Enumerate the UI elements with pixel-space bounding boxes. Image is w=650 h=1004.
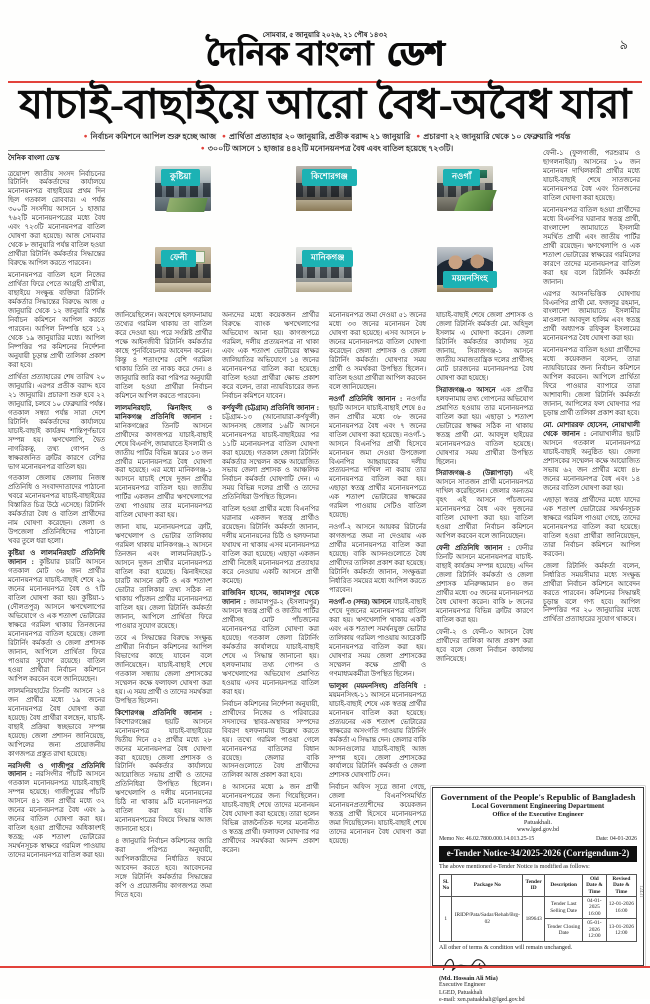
article-paragraph (543, 422, 640, 494)
article-paragraph (543, 497, 640, 560)
article-paragraph (329, 599, 426, 680)
photo-label-feni: ফেনী (161, 250, 196, 267)
paragraph-text: ৪ আসনের মধ্যে ৯ জন প্রার্থী মনোনয়নপত্রের জন্য গিয়েছিলেন। যাচাই-বাছাই শেষে তাদের মনোনয়ন বৈধ ঘোষণা করা হয়েছে। তারা হলেন বিভিন্ন রাজনৈতিক দলের মনোনীত ও স্বতন্ত্র প্রার্থী। ফলাফল ঘোষণার পর প্রার্থীদের সমর্থকরা আনন্দ প্রকাশ করেন। (222, 784, 319, 855)
article-paragraph (222, 784, 319, 856)
correspondent-lead: নওগাঁ-৩ (সদর) আসনে (329, 599, 392, 607)
paragraph-text: যাচাই-বাছাই শেষে জেলা প্রশাসক ও জেলা রিটার্নিং কর্মকর্তা মো. অহিদুল ইসলাম এ ঘোষণা করেন। জেলা রিটার্নিং কর্মকর্তার কার্যালয় সূত্র জানায়, সিরাজগঞ্জ-১ আসনে জাতীয় সমাজতান্ত্রিক দলের প্রার্থীসহ মোট চারজনের মনোনয়নপত্র বৈধ ঘোষণা করা হয়েছে। (436, 312, 533, 382)
photo-label-mymensingh: ময়মনসিংহ (443, 271, 497, 288)
article-paragraph (222, 506, 319, 587)
correspondent-lead: নওগাঁ প্রতিনিধি জানান : (329, 395, 403, 403)
article-paragraph (8, 763, 105, 862)
subhead-bullet-item: ● প্রচারণা ২২ জানুয়ারি থেকে ১০ ফেব্রুয়ারি পর্যন্ত (412, 132, 570, 141)
subhead-bullet-item: ● ৩০০টি আসনে ১ হাজার ৪৪২টি মনোনয়নপত্র বৈধ এবং বাতিল হয়েছে ৭২৩টি। (197, 144, 453, 153)
paragraph-text: এক প্রার্থীর হলফনামায় তথ্য গোপনের অভিযোগ প্রমাণিত হওয়ায় তার মনোনয়নপত্র বাতিল করা হয়। এছাড়া ১ শতাংশ ভোটারের স্বাক্ষর সঠিক না থাকায় স্বতন্ত্র প্রার্থী মো. আবদুল হাইয়ের মনোনয়নপত্রও বাতিল হয়েছে। ঘোষণার সময় প্রার্থীরা উপস্থিত ছিলেন। (436, 386, 533, 466)
subhead-bullet-item: ● নির্বাচন কমিশনে আপিল শুরু হচ্ছে আজ (80, 132, 216, 141)
dateline: সোমবার, ৫ জানুয়ারি ২০২৬, ২১ পৌষ ১৪৩২ (262, 31, 388, 39)
article-paragraph (436, 470, 533, 542)
article-paragraph (8, 475, 105, 547)
advert-cell-rev-2: 13-01-2026 12:00 (606, 919, 636, 941)
paragraph-text: নির্বাচন কমিশনের নির্দেশনা অনুযায়ী, প্রার্থীদের নিজের ও পরিবারের সদস্যদের স্থাবর-অস্থাবর সম্পদের বিবরণ হলফনামায় উল্লেখ করতে হয়। তথ্যে গরমিল পাওয়া গেলে মনোনয়নপত্র বাতিলের বিধান রয়েছে। জেলার বাকি আসনগুলোতে বৈধ প্রার্থীদের তালিকা আজ প্রকাশ করা হবে। (222, 700, 319, 780)
photo-table (296, 200, 352, 211)
byline: দৈনিক বাংলা ডেস্ক (8, 150, 105, 168)
paragraph-text: মানিকগঞ্জের তিনটি আসনে প্রার্থীদের কাগজপত্র যাচাই-বাছাই শেষে বিএনপি, জামায়াতে ইসলামী ও জাতীয় পার্টির বিভিন্ন স্তরের ১৩ জন প্রার্থীর মনোনয়নপত্র বৈধ ঘোষণা করা হয়েছে। এর মধ্যে মানিকগঞ্জ-১ আসনে যাচাই শেষে দুজন প্রার্থীর মনোনয়নপত্র বাতিল হয়। জাতীয় পার্টির একজন প্রার্থীর ঋণখেলাপের তথ্য পাওয়ায় তার মনোনয়নপত্র বাতিল ঘোষণা করা হয়। (115, 422, 212, 520)
article-paragraph (115, 635, 212, 707)
photo-mymensingh (437, 247, 493, 292)
paragraph-text: অন্যদের মধ্যে কয়েকজন প্রার্থীর বিরুদ্ধে ব্যাংক ঋণখেলাপের অভিযোগ আনা হয়। কাগজপত্রে গরমিল, দলীয় প্রত্যয়নপত্র না থাকা এবং এক শতাংশ ভোটারের স্বাক্ষর জালিয়াতির অভিযোগে ১৪ জনের মনোনয়নপত্র বাতিল করা হয়েছে। বাতিল হওয়া প্রার্থীরা ক্ষোভ প্রকাশ করে বলেন, তারা ন্যায়বিচারের জন্য নির্বাচন কমিশনে যাবেন। (222, 312, 319, 400)
paragraph-text: জানিয়েছিলেন। অবশেষে হলফনামায় তথ্যের গরমিল থাকায় তা বাতিল করে দেওয়া হয়। পরে সংশ্লিষ্ট প্রার্থীর পক্ষে আইনজীবী রিটার্নিং কর্মকর্তার কাছে পুনর্বিবেচনার আবেদন করেন। কিন্তু ৪ শতাংশের বেশি গরমিল থাকায় তিনি তা নাকচ করে দেন। ৪ জানুয়ারি জারি করা পরিপত্র অনুযায়ী বাতিল হওয়া প্রার্থীরা নির্বাচন কমিশনে আপিল করতে পারবেন। (115, 312, 212, 400)
advert-cell-desc-1: Tender Last Selling Date (545, 897, 583, 919)
article-paragraph (8, 374, 105, 473)
paragraph-text: বাতিল হওয়া প্রার্থীর মধ্যে বিএনপির ঘরানার একজন স্বতন্ত্র প্রার্থীও রয়েছেন। রিটার্নিং কর্মকর্তা জানান, দলীয় মনোনয়নের চিঠি ও হলফনামা যথাযথ না থাকায় এসব মনোনয়নপত্র বাতিল করা হয়েছে। এছাড়া একজন প্রার্থী নিজেই মনোনয়নপত্র প্রত্যাহার করে নেওয়ায় একটি আসনে প্রার্থী কমেছে। (222, 506, 319, 586)
newspaper-logo: ডেশ (387, 37, 445, 73)
advert-office-line: Office of the Executive Engineer (492, 810, 584, 818)
advert-side-code: 12431 (638, 885, 643, 898)
advert-th-description: Description (545, 874, 583, 896)
correspondent-lead: রাজিবিন হাসেম, জামালপুর থেকে জানান : (222, 590, 319, 607)
advert-cell-desc-2: Tender Closing Date (545, 919, 583, 941)
article-paragraph (329, 312, 426, 393)
advert-th-package: Package No (452, 874, 523, 896)
article-paragraph (115, 312, 212, 402)
correspondent-lead: নরসিংদী ও গাজীপুর প্রতিনিধি জানান : (8, 762, 105, 779)
paragraph-text: ফেনীর তিনটি আসনে মনোনয়নপত্র যাচাই-বাছাই কার্যক্রম সম্পন্ন হয়েছে। এদিন জেলা রিটার্নিং কর্মকর্তা ও জেলা প্রশাসক মনিরুজ্জামান ৪৩ জন প্রার্থীর মধ্যে ৩৫ জনের মনোনয়নপত্র বৈধ ঘোষণা করেন। বাকি ৮ জনের মনোনয়নপত্র বিভিন্ন ত্রুটির কারণে বাতিল করা হয়। (436, 545, 533, 624)
photo-naogaon (437, 166, 493, 211)
paragraph-text: মনোনয়নপত্র বাতিল হওয়া প্রার্থীদের মধ্যে বিএনপির ঘরানার স্বতন্ত্র প্রার্থী, বাংলাদেশ জামায়াতে ইসলামী সমর্থিত প্রার্থী এবং জাতীয় পার্টির প্রার্থী রয়েছেন। ঋণখেলাপি ও এক শতাংশ ভোটারের স্বাক্ষরের গরমিলের কারণে তাদের মনোনয়নপত্র বাতিল করা হয় বলে রিটার্নিং কর্মকর্তা জানান। (543, 206, 640, 286)
article-paragraph (115, 710, 212, 836)
paragraph-text: মনোনয়নপত্র বাতিল হলে নিজের প্রার্থিতা ফিরে পেতে আগ্রহী প্রার্থীরা, বাছাইয়ে সংক্ষুব্ধ ব্যক্তিরা রিটার্নিং কর্মকর্তার সিদ্ধান্তের বিরুদ্ধে আজ ৫ জানুয়ারি থেকে ১২ জানুয়ারি পর্যন্ত নির্বাচন কমিশনে আপিল করতে পারবেন। আপিল নিষ্পত্তি হবে ১২ থেকে ১৯ জানুয়ারির মধ্যে। আপিল নিষ্পত্তির পর কমিশনের নির্দেশনা অনুযায়ী চূড়ান্ত প্রার্থী তালিকা প্রকাশ করা হবে। (8, 272, 105, 369)
article-paragraph (115, 524, 212, 632)
advert-intro: The above mentioned e-Tender Notice is modified as follows: (439, 863, 590, 870)
paragraph-text: গতকাল জেলায় জেলায় নিজস্ব প্রতিনিধি ও সংবাদদাতাদের পাঠানো খবরে মনোনয়নপত্র যাচাই-বাছাইয়ের বিস্তারিত চিত্র উঠে এসেছে। রিটার্নিং কর্মকর্তারা বৈধ ও বাতিল প্রার্থীদের নাম ঘোষণা করেছেন। জেলা ও উপজেলা প্রতিনিধিদের পাঠানো খবর তুলে ধরা হলো। (8, 475, 105, 546)
advert-th-sl: Sl. No (440, 874, 452, 896)
article-column-6 (543, 150, 640, 782)
advert-th-tenderid: Tender ID (523, 874, 545, 896)
paragraph-text: এরপর আসনভিত্তিক ঘোষণায় বিএনপির প্রার্থী মো. ফজলুর রহমান, বাংলাদেশ জামায়াতে ইসলামীর মাওলানা আবদুল হালিম এবং স্বতন্ত্র প্রার্থী অধ্যাপক রফিকুল ইসলামের মনোনয়নপত্র বৈধ ঘোষণা করা হয়। (543, 290, 640, 343)
paragraph-text: ৪ জানুয়ারি নির্বাচন কমিশনের জারি করা পরিপত্র অনুযায়ী, আপিলকারীদের নির্ধারিত ফরমে আবেদন করতে হবে। আবেদনের সঙ্গে রিটার্নিং কর্মকর্তার সিদ্ধান্তের কপি ও প্রয়োজনীয় কাগজপত্র জমা দিতে হবে। (115, 838, 212, 900)
article-paragraph (115, 838, 212, 901)
photo-label-kishoreganj: কিশোরগঞ্জ (302, 169, 357, 186)
paragraph-text: নওগাঁর ছয়টি আসনে যাচাই-বাছাই শেষে ৪৫ জন প্রার্থীর মধ্যে ৩৮ জনের মনোনয়নপত্র বৈধ এবং ৭ জনের বাতিল ঘোষণা করা হয়েছে। নওগাঁ-১ আসনে বিএনপির প্রার্থী হিসেবে মনোনয়ন জমা দেওয়া উপজেলা বিএনপির আহ্বায়কের দলীয় প্রত্যয়নপত্র দাখিল না করায় তার মনোনয়নপত্র বাতিল করা হয়। এছাড়া স্বতন্ত্র প্রার্থীর মনোনয়নপত্রে এক শতাংশ ভোটারের স্বাক্ষরের গরমিল পাওয়ায় সেটিও বাতিল হয়েছে। (329, 395, 426, 520)
photo-kishoreganj (296, 166, 352, 211)
photo-kushtia (155, 166, 211, 211)
photo-label-kushtia: কুষ্টিয়া (161, 169, 200, 186)
advert-cell-old-1: 04-01-2025 16:00 (583, 897, 607, 919)
paragraph-text: মনোনয়নপত্র বাতিল হওয়া প্রার্থীদের মধ্যে কয়েকজন বলেন, তারা ন্যায়বিচারের জন্য নির্বাচন কমিশনে আপিল করবেন। আপিলে প্রার্থিতা ফিরে পাওয়ার ব্যাপারে তারা আশাবাদী। জেলা রিটার্নিং কর্মকর্তা জানান, আপিলের ফল ঘোষণার পর চূড়ান্ত প্রার্থী তালিকা প্রকাশ করা হবে। (543, 347, 640, 418)
photo-table (296, 282, 352, 292)
newspaper-name: দৈনিক বাংলা (205, 37, 374, 73)
paragraph-text: নরসিংদীর পাঁচটি আসনে গতকাল মনোনয়নপত্র যাচাই-বাছাই সম্পন্ন হয়েছে। গাজীপুরের পাঁচটি আসনে ৪১ জন প্রার্থীর মধ্যে ৩২ জনের মনোনয়নপত্র বৈধ এবং ৯ জনের বাতিল ঘোষণা করা হয়। বাতিল হওয়া প্রার্থীদের অধিকাংশই স্বতন্ত্র; এক শতাংশ ভোটারের সমর্থনসূচক স্বাক্ষরে গরমিল পাওয়ায় তাদের মনোনয়নপত্র বাতিল করা হয়। (8, 771, 105, 860)
article-paragraph (543, 563, 640, 626)
paragraph-text: জানা যায়, মনোনয়নপত্রে ত্রুটি, ঋণখেলাপ ও ভোটার তালিকায় গরমিল থাকায় মানিকগঞ্জ-২ আসনে তিনজন এবং লালমনিরহাট-১ আসনে দুজন প্রার্থীর মনোনয়নপত্র বাতিল করা হয়েছে। ঝিনাইদহের চারটি আসনে ত্রুটি ও এক শতাংশ ভোটার তালিকার তথ্য সঠিক না থাকায় পাঁচজন প্রার্থীর মনোনয়নপত্র বাতিল হয়। জেলা রিটার্নিং কর্মকর্তা জানান, আপিলে প্রার্থিতা ফিরে পাওয়ার সুযোগ রয়েছে। (115, 524, 212, 630)
paragraph-text: যাচাই-বাছাই শেষে দুজনের মনোনয়নপত্র বাতিল করা হয়। ঋণখেলাপি থাকায় একটি এবং এক শতাংশ সমর্থনযুক্ত ভোটার তালিকায় গরমিল পাওয়ায় আরেকটি মনোনয়নপত্র বাতিল করা হয়। ঘোষণার সময় জেলা প্রশাসকের সম্মেলন কক্ষে প্রার্থী ও গণমাধ্যমকর্মীরা উপস্থিত ছিলেন। (329, 599, 427, 678)
article-paragraph (8, 550, 105, 685)
advert-cell-package: IRIDP/Pata/Sadar/Rehab/Brg-02 (452, 897, 523, 942)
paragraph-text: প্রার্থিতা প্রত্যাহারের শেষ তারিখ ২০ জানুয়ারি। এরপর প্রতীক বরাদ্দ হবে ২১ জানুয়ারি। প্রচারণা শুরু হবে ২২ জানুয়ারি, চলবে ১০ ফেব্রুয়ারি পর্যন্ত। গতকাল সন্ধ্যা পর্যন্ত সারা দেশে রিটার্নিং কর্মকর্তাদের কার্যালয়ে যাচাই-বাছাই কার্যক্রম শান্তিপূর্ণভাবে সম্পন্ন হয়। ঋণখেলাপি, দ্বৈত নাগরিকত্ব, তথ্য গোপন ও স্বাক্ষরজনিত ত্রুটির কারণে বেশির ভাগ মনোনয়নপত্র বাতিল হয়। (8, 373, 106, 471)
paragraph-text: কিশোরগঞ্জের ছয়টি আসনে মনোনয়নপত্র যাচাই-বাছাইয়ের দ্বিতীয় দিনে ৫২ প্রার্থীর মধ্যে ২৮ জনের মনোনয়নপত্র বৈধ ঘোষণা করা হয়েছে। জেলা প্রশাসক ও রিটার্নিং কর্মকর্তার কার্যালয়ে আয়োজিত সভায় প্রার্থী ও তাদের প্রতিনিধিরা উপস্থিত ছিলেন। ঋণখেলাপি ও দলীয় মনোনয়নের চিঠি না থাকায় ৯টি মনোনয়নপত্র বাতিল করা হয়। বাকি মনোনয়নপত্রের বিষয়ে সিদ্ধান্ত আজ জানানো হবে। (115, 718, 212, 834)
advert-table-row (440, 897, 637, 919)
article-paragraph (115, 405, 212, 522)
paragraph-text: ফেনী-২ ও ফেনী-৩ আসনে বৈধ প্রার্থীদের তালিকা আজ প্রকাশ করা হবে বলে জেলা নির্বাচন কার্যালয় জানিয়েছে। (436, 628, 533, 663)
advert-govt-line: Government of the People's Republic of Bangladesh (440, 792, 636, 802)
signatory-name: (Md. Hossain Ali Mia) (439, 974, 498, 982)
paragraph-text: এছাড়া স্বতন্ত্র প্রার্থীদের মধ্যে যাদের এক শতাংশ ভোটারের সমর্থনসূচক স্বাক্ষরে গরমিল পাওয়া গেছে, তাদের মনোনয়নপত্র বাতিল করা হয়েছে। বাতিল হওয়া প্রার্থীরা জানিয়েছেন, তারা নির্বাচন কমিশনে আপিল করবেন। (543, 496, 640, 558)
advert-cell-rev-1: 12-01-2026 16:00 (606, 897, 636, 919)
paragraph-text: নওগাঁ-২ আসনে আয়কর রিটার্নের কাগজপত্র জমা না দেওয়ায় এক প্রার্থীর মনোনয়নপত্র বাতিল করা হয়েছে। বাকি আসনগুলোতে বৈধ প্রার্থীদের তালিকা প্রকাশ করা হয়েছে। রিটার্নিং কর্মকর্তা জানান, সংক্ষুব্ধরা নির্ধারিত সময়ের মধ্যে আপিল করতে পারবেন। (329, 524, 426, 595)
photo-label-naogaon: নওগাঁ (443, 169, 480, 186)
paragraph-text: ত্রয়োদশ জাতীয় সংসদ নির্বাচনের রিটার্নিং কর্মকর্তাদের কার্যালয়ে মনোনয়নপত্র বাছাইয়ের প্রথম দিন ছিল গতকাল রোববার। এ পর্যন্ত ৩০০টি সংসদীয় আসনে ১ হাজার ৭৬২টি মনোনয়নপত্রের মধ্যে বৈধ এবং ৭২৩টি মনোনয়নপত্র বাতিল ঘোষণা করা হয়েছে। আজ সোমবার থেকে ৮ জানুয়ারি পর্যন্ত বাতিল হওয়া প্রার্থীরা রিটার্নিং কর্মকর্তার সিদ্ধান্তের বিরুদ্ধে আপিল করতে পারবেন। (8, 170, 105, 268)
signatory-email: e-mail: xen.patuakhali@lged.gov.bd (439, 997, 525, 1004)
signature-block (439, 955, 637, 1004)
page-bottom-rule (0, 966, 650, 968)
paragraph-text: জেলা রিটার্নিং কর্মকর্তা বলেন, নির্ধারিত সময়সীমার মধ্যে সংক্ষুব্ধ প্রার্থীরা নির্বাচন কমিশনে আবেদন করতে পারবেন। কমিশনের সিদ্ধান্তই চূড়ান্ত বলে গণ্য হবে। আপিল নিষ্পত্তির পর ২০ জানুয়ারির মধ্যে প্রার্থিতা প্রত্যাহারের সুযোগ থাকবে। (543, 562, 640, 624)
advert-footer-note: All other of terms & condition will remain unchanged. (439, 944, 573, 951)
masthead (0, 39, 650, 72)
correspondent-lead: কুষ্টিয়া ও লালমনিরহাট প্রতিনিধি জানান : (8, 550, 105, 567)
article-paragraph (543, 347, 640, 419)
article-paragraph (222, 701, 319, 782)
photo-grid (115, 150, 533, 308)
photo-table (455, 190, 497, 211)
article-column-1 (8, 150, 105, 966)
advert-memo-no: Memo No: 46.02.7800.000.14.013.25-15 (439, 836, 535, 843)
subhead-bullet-item: ● প্রার্থিতা প্রত্যাহার ২০ জানুয়ারি, প্রতীক বরাদ্দ ২১ জানুয়ারি (218, 132, 410, 141)
article-paragraph (436, 387, 533, 468)
correspondent-lead: ফেনী প্রতিনিধি জানান : (436, 545, 511, 553)
advert-place-line: Patuakhali. (523, 819, 553, 827)
advert-th-revised: Revised Date & Time (606, 874, 636, 896)
advert-cell-old-2: 05-01-2026 12:00 (583, 919, 607, 941)
correspondent-lead: সিরাজগঞ্জ-৪ (উল্লাপাড়া) (436, 470, 513, 478)
article-paragraph (543, 291, 640, 345)
advert-date: Date: 04-01-2026 (595, 836, 637, 843)
article-paragraph (329, 524, 426, 596)
photo-table (155, 283, 211, 292)
signature-icon (439, 955, 491, 975)
article-paragraph (8, 150, 105, 168)
advert-cell-sl: 1 (440, 897, 452, 942)
photo-label-manikganj: মানিকগঞ্জ (302, 250, 353, 267)
paragraph-text: কুষ্টিয়ার চারটি আসনে গতকাল মোট ৩৬ জন প্রার্থীর মনোনয়নপত্র যাচাই-বাছাই শেষে ২৯ জনের মনোনয়নপত্র বৈধ ও ৭টি বাতিল ঘোষণা করা হয়। কুষ্টিয়া-১ (দৌলতপুর) আসনে ঋণখেলাপের অভিযোগে ও এক শতাংশ ভোটারের স্বাক্ষরে গরমিল থাকায় তিনজনের মনোনয়নপত্র বাতিল হয়েছে। জেলা রিটার্নিং কর্মকর্তা ও জেলা প্রশাসক জানান, আপিলে প্রার্থিতা ফিরে পাওয়ার সুযোগ রয়েছে। বাতিল হওয়া প্রার্থীরা নির্বাচন কমিশনে আপিল করবেন বলে জানিয়েছেন। (8, 559, 105, 683)
article-paragraph (543, 150, 640, 204)
advert-website: www.lged.gov.bd (516, 826, 560, 833)
article-column-5 (436, 312, 533, 782)
article-paragraph (8, 171, 105, 270)
correspondent-lead: মো. মোশাররফ হোসেন, নোয়াখালী থেকে জানান : (543, 422, 640, 439)
advert-th-old: Old Date & Time (583, 874, 607, 896)
paragraph-text: তবে এ সিদ্ধান্তের বিরুদ্ধে সংক্ষুব্ধ প্রার্থীরা নির্বাচন কমিশনের আপিল বিভাগের কাছে যাবেন বলে জানিয়েছেন। যাচাই-বাছাই শেষে গতকাল সন্ধ্যায় জেলা প্রশাসকের সম্মেলন কক্ষে ফলাফল ঘোষণা করা হয়। এ সময় প্রার্থী ও তাদের সমর্থকরা উপস্থিত ছিলেন। (115, 634, 212, 705)
page-number: ৯ (619, 37, 628, 52)
correspondent-lead: সিরাজগঞ্জ-৩ আসনে (436, 386, 496, 394)
article-paragraph (222, 312, 319, 402)
signatory-org: LGED, Patuakhali (439, 989, 483, 996)
photo-table (167, 198, 208, 212)
paragraph-text: নোয়াখালীর ছয়টি আসনে গতকাল মনোনয়নপত্র যাচাই-বাছাই অনুষ্ঠিত হয়। জেলা প্রশাসকের সম্মেলন কক্ষে আয়োজিত সভায় ৬২ জন প্রার্থীর মধ্যে ৪৮ জনের মনোনয়নপত্র বৈধ এবং ১৪ জনের বাতিল ঘোষণা করা হয়। (543, 431, 640, 492)
article-column-4 (329, 312, 426, 964)
photo-manikganj (296, 247, 352, 292)
article-paragraph (8, 272, 105, 371)
article-paragraph (436, 629, 533, 665)
article-paragraph (222, 405, 319, 504)
article-column-2 (115, 312, 212, 964)
paragraph-text: নির্বাচন অফিস সূত্রে জানা গেছে, জেলা বিএনপিসমর্থিত মনোনয়নপ্রত্যাশীদের কয়েকজন স্বতন্ত্র প্রার্থী হিসেবে মনোনয়নপত্র জমা দিয়েছিলেন। যাচাই-বাছাই শেষে তাদের মনোনয়ন বৈধ ঘোষণা করা হয়েছে। (329, 784, 426, 846)
paragraph-text: জামালপুর-২ (ইসলামপুর) আসনে স্বতন্ত্র প্রার্থী ও জাতীয় পার্টির প্রার্থীসহ মোট পাঁচজনের মনোনয়নপত্র বাতিল ঘোষণা করা হয়েছে। গতকাল জেলা রিটার্নিং কর্মকর্তার কার্যালয়ে যাচাই-বাছাই শেষে এ সিদ্ধান্ত জানানো হয়। হলফনামায় তথ্য গোপন ও ঋণখেলাপের অভিযোগ প্রমাণিত হওয়ায় এসব মনোনয়নপত্র বাতিল করা হয়। (222, 599, 320, 696)
paragraph-text: ফেনী-১ (ফুলগাজী, পরশুরাম ও ছাগলনাইয়া) আসনের ১০ জন মনোনয়ন দাখিলকারী প্রার্থীর মধ্যে যাচাই-বাছাই শেষে সাতজনের মনোনয়নপত্র বৈধ এবং তিনজনের বাতিল ঘোষণা করা হয়েছে। (543, 150, 640, 202)
correspondent-lead: ভালুকা (ময়মনসিংহ) প্রতিনিধি : (329, 682, 426, 690)
paragraph-text: ময়মনসিংহ-১১ আসনে মনোনয়নপত্র যাচাই-বাছাই শেষে এক স্বতন্ত্র প্রার্থীর মনোনয়ন বাতিল করা হয়েছে। প্রত্যয়নের এক শতাংশ ভোটারের স্বাক্ষরের অসংগতি পাওয়ায় রিটার্নিং কর্মকর্তা এ সিদ্ধান্ত দেন। জেলার বাকি আসনগুলোর যাচাই-বাছাই আজ সম্পন্ন হবে। জেলা প্রশাসকের কার্যালয়ে রিটার্নিং কর্মকর্তা ও জেলা প্রশাসক ঘোষণাটি দেন। (329, 691, 426, 780)
article-paragraph (222, 590, 319, 698)
advert-dept-line: Local Government Engineering Department (471, 802, 605, 811)
article-paragraph (436, 545, 533, 626)
correspondent-lead: কর্ণফুলী (চট্টগ্রাম) প্রতিনিধি জানান : (222, 404, 319, 412)
advert-cell-tenderid: 189643 (523, 897, 545, 942)
correspondent-lead: কিশোরগঞ্জ প্রতিনিধি জানান : (115, 709, 212, 717)
photo-feni (155, 247, 211, 292)
article-column-3 (222, 312, 319, 964)
paragraph-text: মনোনয়নপত্র জমা দেওয়া ৫১ জনের মধ্যে ৩৩ জনের মনোনয়ন বৈধ ঘোষণা করা হয়েছে। এসব আসনে ৮ জনের মনোনয়নপত্র বাতিল ঘোষণা করেছেন জেলা প্রশাসক ও জেলা রিটার্নিং কর্মকর্তা। ঘোষণার সময় প্রার্থী ও সমর্থকরা উপস্থিত ছিলেন। বাতিল হওয়া প্রার্থীরা আপিল করবেন বলে জানিয়েছেন। (329, 312, 426, 391)
signatory-title: Executive Engineer (439, 982, 486, 989)
article-paragraph (329, 683, 426, 782)
headline: যাচাই-বাছাইয়ে আরো বৈধ-অবৈধ যারা (19, 81, 631, 127)
article-paragraph (436, 312, 533, 384)
paragraph-text: এই আসনে সাতজন প্রার্থী মনোনয়নপত্র দাখিল করেছিলেন। জেলার অন্যতম বৃহৎ এই আসনে পাঁচজনের মনোনয়নপত্র বৈধ এবং দুজনের বাতিল ঘোষণা করা হয়। বাতিল হওয়া প্রার্থীরা নির্বাচন কমিশনে আপিল করবেন বলে জানিয়েছেন। (436, 470, 533, 541)
paragraph-text: লালমনিরহাটের তিনটি আসনে ২৪ জন প্রার্থীর মধ্যে ১৯ জনের মনোনয়নপত্র বৈধ ঘোষণা করা হয়েছে। বৈধ প্রার্থীরা বলছেন, যাচাই-বাছাই প্রক্রিয়া স্বচ্ছভাবে সম্পন্ন হয়েছে। জেলা প্রশাসন জানিয়েছে, আপিলের জন্য প্রয়োজনীয় কাগজপত্র প্রস্তুত রাখা হয়েছে। (8, 687, 105, 758)
article-paragraph (8, 688, 105, 760)
article-paragraph (329, 396, 426, 522)
advert-notice-title: e-Tender Notice-34/2025-2026 (Corrigendum-2) (439, 846, 637, 862)
advert-table (439, 874, 637, 942)
article-paragraph (543, 207, 640, 288)
paragraph-text: চট্টগ্রাম-১৩ (আনোয়ারা-কর্ণফুলী) আসনসহ জেলার ১৬টি আসনে মনোনয়নপত্র যাচাই-বাছাইয়ের পর ১১টি মনোনয়নপত্র বাতিল ঘোষণা করা হয়েছে। গতকাল জেলা রিটার্নিং কর্মকর্তার সম্মেলন কক্ষে আয়োজিত সভায় জেলা প্রশাসক ও আঞ্চলিক নির্বাচন কর্মকর্তা ঘোষণাটি দেন। এ সময় বিভিন্ন দলের প্রার্থী ও তাদের প্রতিনিধিরা উপস্থিত ছিলেন। (222, 413, 319, 502)
correspondent-lead: লালমনিরহাট, ঝিনাইদহ ও মানিকগঞ্জ প্রতিনিধি জানান : (115, 404, 212, 421)
article-paragraph (329, 784, 426, 847)
advert-tender-notice (432, 787, 644, 1004)
